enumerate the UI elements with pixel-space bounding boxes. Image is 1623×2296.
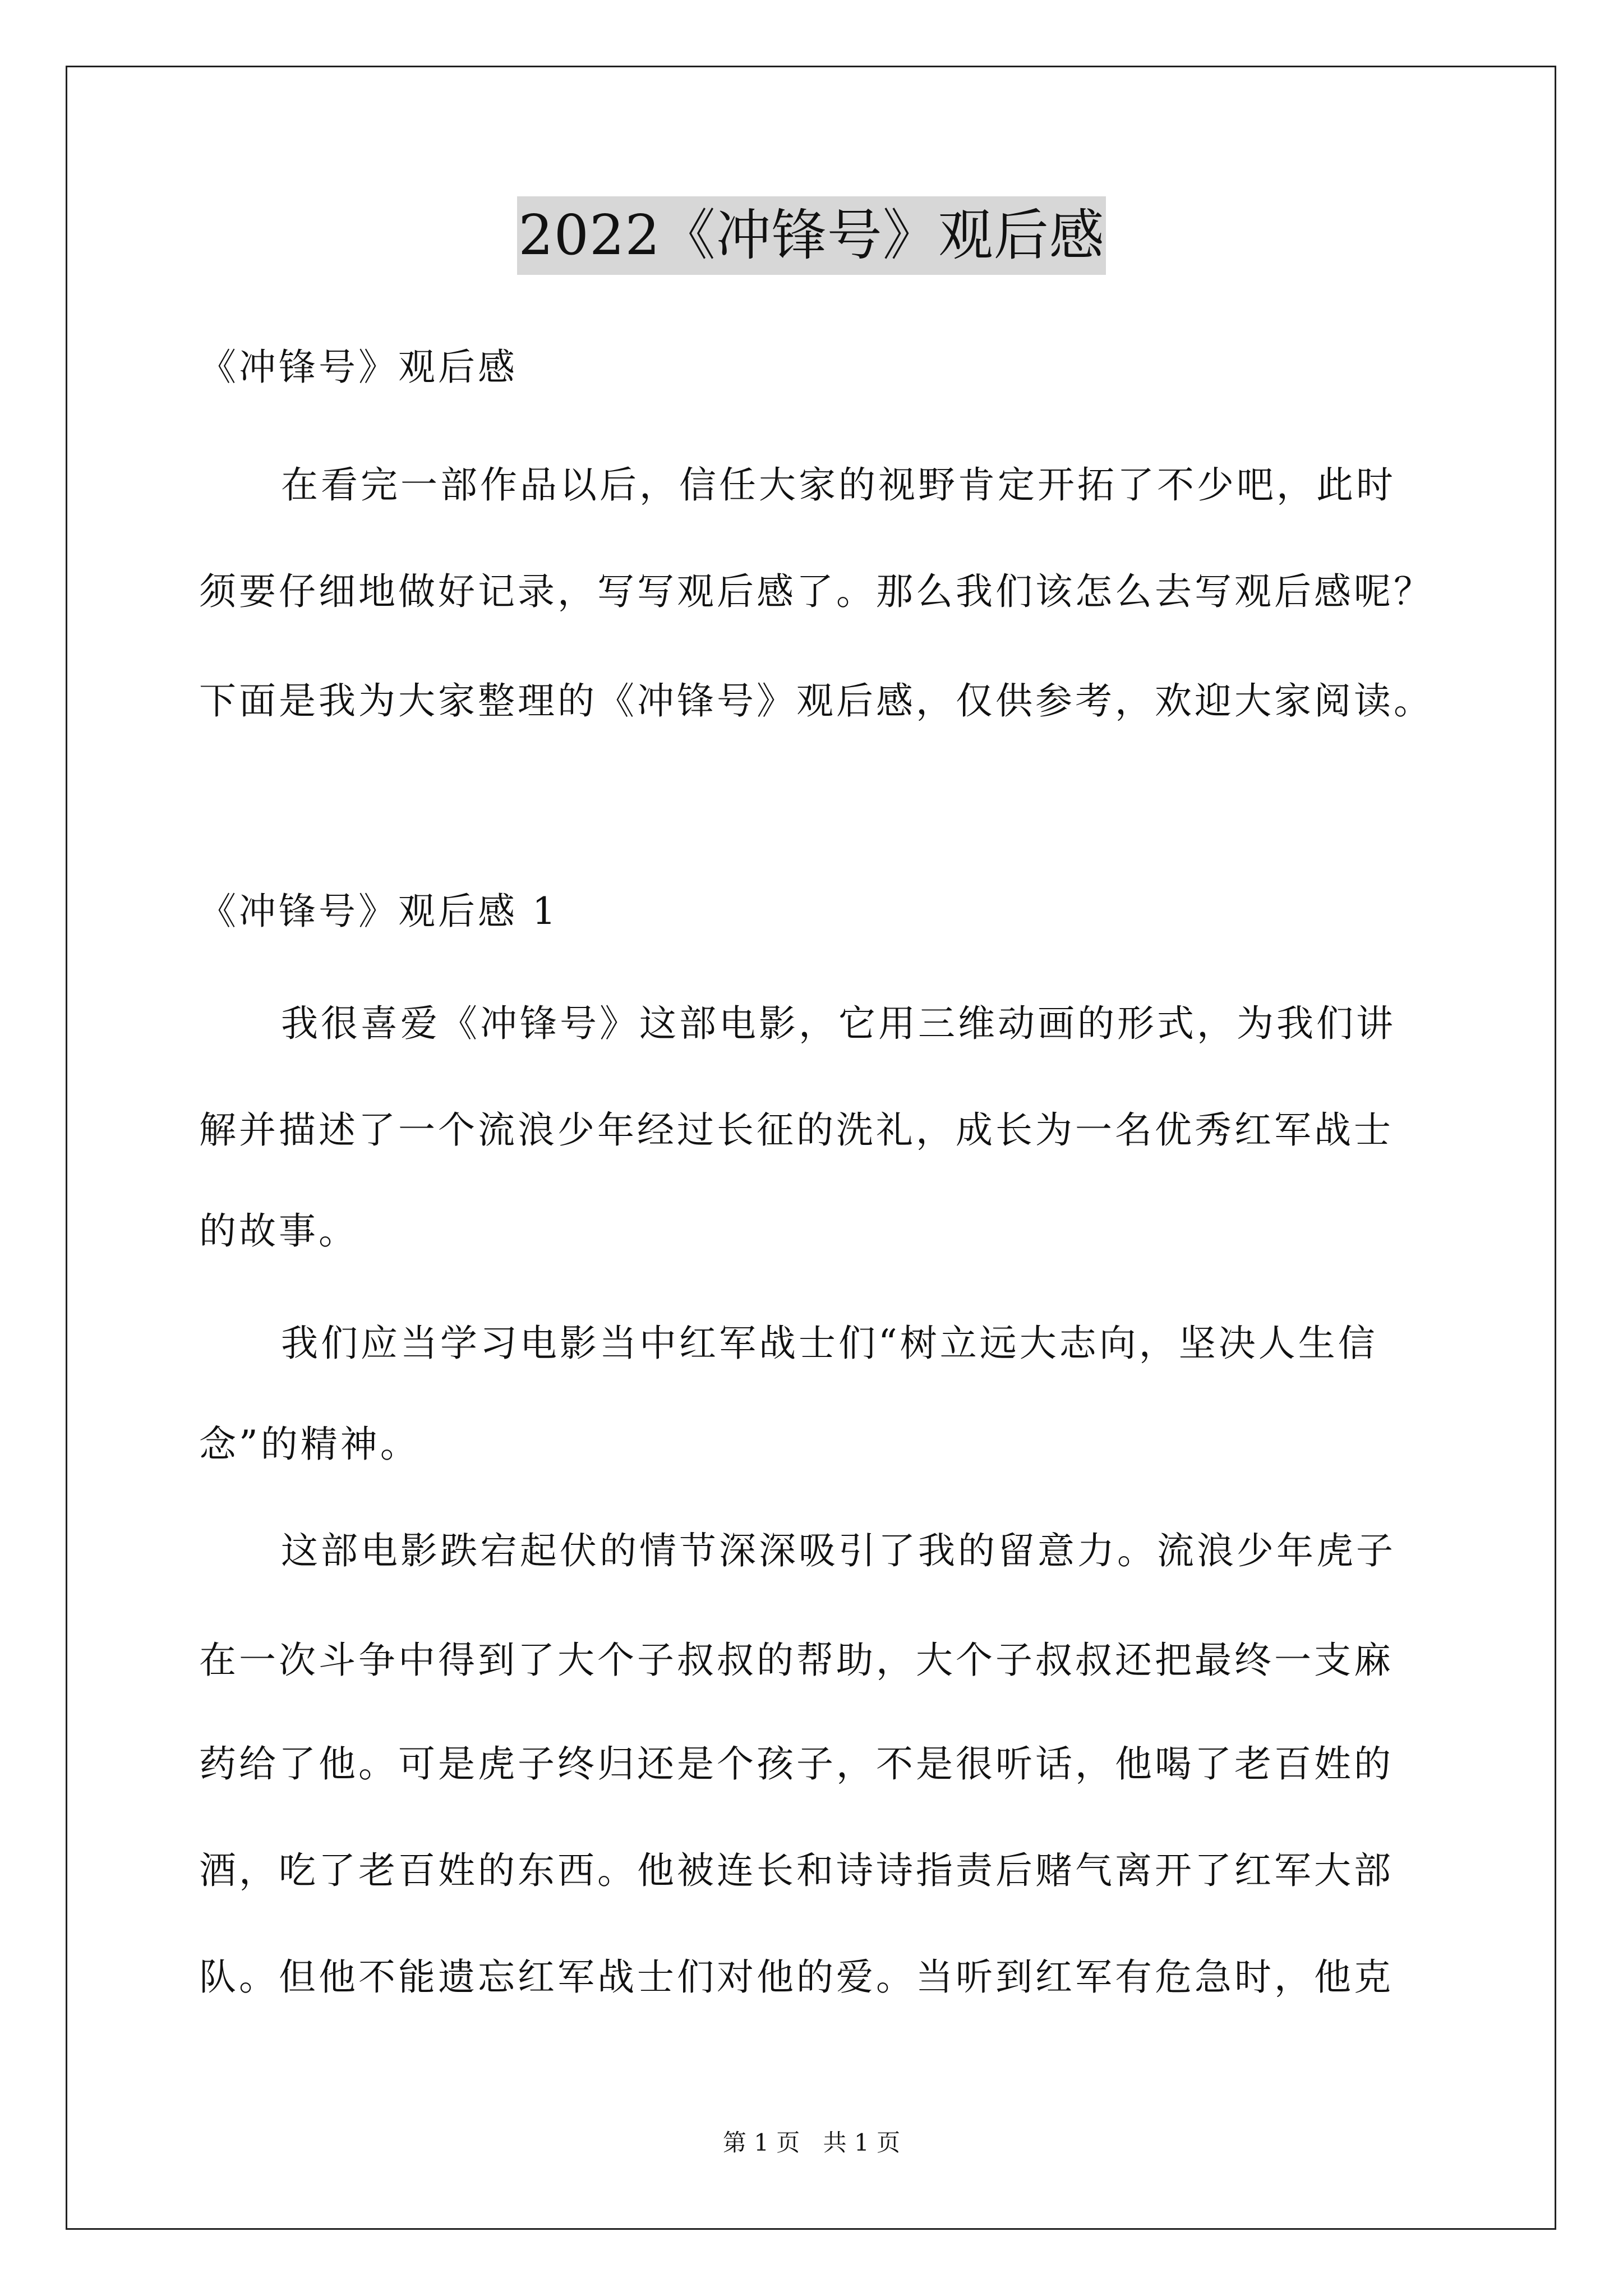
paragraph-line: 队。但他不能遗忘红军战士们对他的爱。当听到红军有危急时，他克: [199, 1955, 1394, 1999]
paragraph-line: 药给了他。可是虎子终归还是个孩子，不是很听话，他喝了老百姓的: [199, 1742, 1394, 1786]
paragraph-line: 的故事。: [199, 1209, 358, 1253]
paragraph-line: 酒，吃了老百姓的东西。他被连长和诗诗指责后赌气离开了红军大部: [199, 1849, 1394, 1892]
paragraph-line: 这部电影跌宕起伏的情节深深吸引了我的留意力。流浪少年虎子: [281, 1529, 1396, 1572]
page-total: 共 1 页: [823, 2129, 901, 2156]
paragraph-line: 解并描述了一个流浪少年经过长征的洗礼，成长为一名优秀红军战士: [199, 1108, 1394, 1152]
section-heading-intro: 《冲锋号》观后感: [199, 346, 518, 389]
paragraph-line: 须要仔细地做好记录，写写观后感了。那么我们该怎么去写观后感呢？: [199, 570, 1433, 613]
page-number: 第 1 页: [722, 2129, 800, 2156]
paragraph-line: 念”的精神。: [199, 1423, 420, 1466]
paragraph-line: 下面是我为大家整理的《冲锋号》观后感，仅供参考，欢迎大家阅读。: [199, 679, 1433, 723]
page-footer: [0, 2126, 1623, 2160]
paragraph-line: 在看完一部作品以后，信任大家的视野肯定开拓了不少吧，此时: [281, 463, 1396, 507]
paragraph-line: 我们应当学习电影当中红军战士们“树立远大志向，坚决人生信: [281, 1322, 1378, 1365]
title-container: [0, 196, 1623, 275]
document-title: 2022《冲锋号》观后感: [517, 196, 1105, 275]
section-heading-1: 《冲锋号》观后感 1: [199, 890, 559, 933]
paragraph-line: 在一次斗争中得到了大个子叔叔的帮助，大个子叔叔还把最终一支麻: [199, 1639, 1394, 1682]
paragraph-line: 我很喜爱《冲锋号》这部电影，它用三维动画的形式，为我们讲: [281, 1002, 1396, 1045]
